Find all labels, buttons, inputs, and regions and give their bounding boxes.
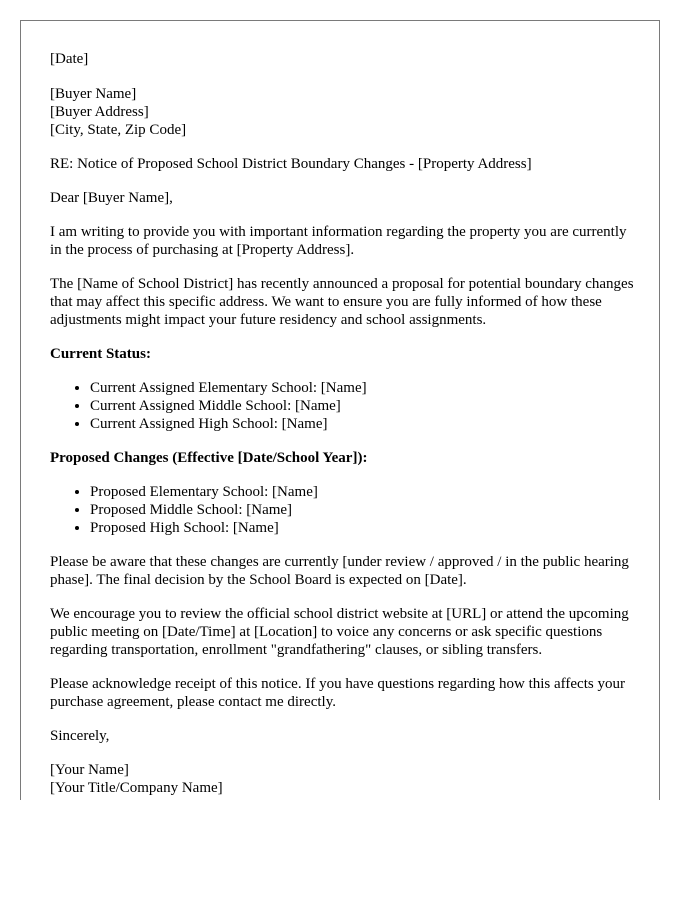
paragraph-intro: I am writing to provide you with important information regarding the property you are currently in the process of purchasing at [Property Address]. (50, 224, 627, 258)
list-item: • Current Assigned Elementary School: [Name] (90, 379, 640, 397)
signature-title-company: [Your Title/Company Name] (50, 780, 223, 796)
current-status-heading: Current Status: (50, 346, 151, 362)
list-item: • Proposed Middle School: [Name] (90, 501, 640, 519)
list-item: • Current Assigned High School: [Name] (90, 415, 640, 433)
proposed-changes-list (50, 483, 640, 537)
proposed-changes-heading: Proposed Changes (Effective [Date/School Year]): (50, 450, 368, 466)
paragraph-status: Please be aware that these changes are currently [under review / approved / in the public hearing phase]. The final decision by the School Board is expected on [Date]. (50, 554, 629, 588)
signature-name: [Your Name] (50, 762, 129, 778)
list-item: • Current Assigned Middle School: [Name] (90, 397, 640, 415)
subject-line: RE: Notice of Proposed School District Boundary Changes - [Property Address] (50, 156, 532, 172)
letter-page (20, 20, 660, 800)
recipient-name: [Buyer Name] (50, 86, 137, 102)
current-status-list (50, 379, 640, 433)
recipient-block (50, 85, 640, 139)
letter-body (50, 50, 640, 797)
recipient-address: [Buyer Address] (50, 104, 149, 120)
closing: Sincerely, (50, 728, 110, 744)
salutation: Dear [Buyer Name], (50, 190, 173, 206)
list-item: • Proposed High School: [Name] (90, 519, 640, 537)
recipient-city-state-zip: [City, State, Zip Code] (50, 122, 187, 138)
paragraph-acknowledge: Please acknowledge receipt of this notice. If you have questions regarding how this affects your purchase agreement, please contact me directly. (50, 676, 625, 710)
paragraph-announcement: The [Name of School District] has recently announced a proposal for potential boundary changes that may affect this specific address. We want to ensure you are fully informed of how these adjustments might impact your future residency and school assignments. (50, 276, 634, 328)
letter-date: [Date] (50, 51, 89, 67)
signature-block (50, 761, 640, 797)
paragraph-encourage: We encourage you to review the official school district website at [URL] or attend the upcoming public meeting on [Date/Time] at [Location] to voice any concerns or ask specific questions regarding transportation, enrollment "grandfathering" clauses, or sibling transfers. (50, 606, 629, 658)
list-item: • Proposed Elementary School: [Name] (90, 483, 640, 501)
